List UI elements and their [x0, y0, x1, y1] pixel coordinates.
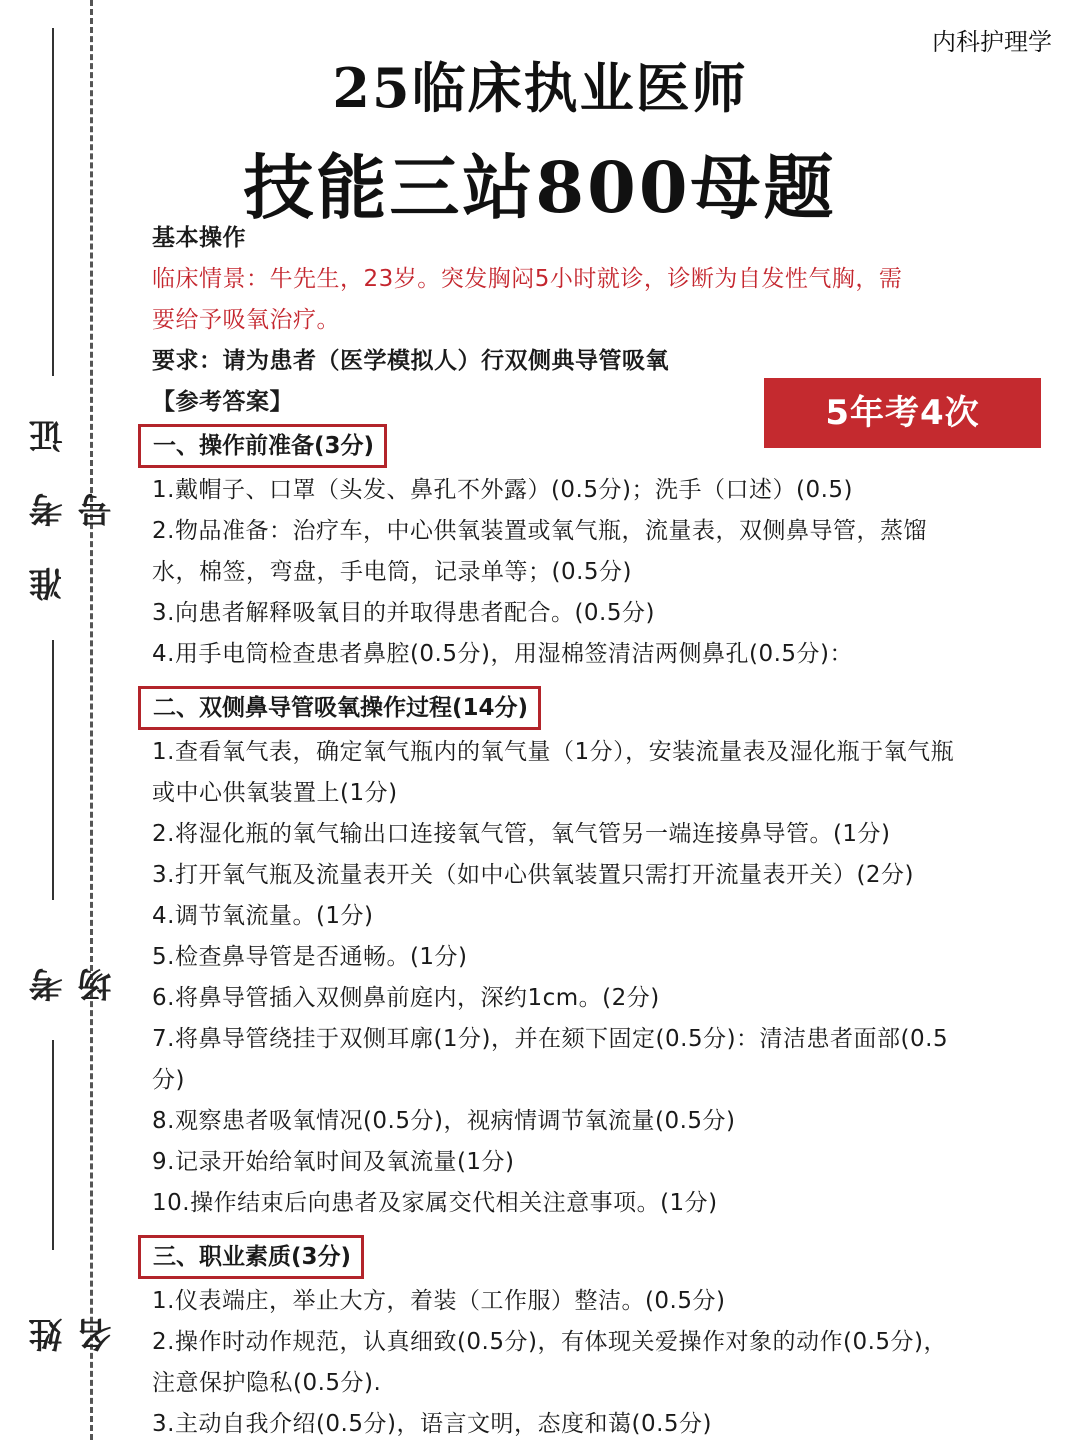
- name-underline: [52, 1040, 54, 1250]
- list-item: 2.操作时动作规范，认真细致(0.5分)，有体现关爱操作对象的动作(0.5分)，: [152, 1329, 947, 1355]
- list-item: 10.操作结束后向患者及家属交代相关注意事项。(1分): [152, 1190, 718, 1216]
- list-item: 5.检查鼻导管是否通畅。(1分): [152, 944, 468, 970]
- answer-label: 【参考答案】: [152, 389, 293, 415]
- frequency-badge: 5年考4次: [764, 378, 1041, 448]
- list-item: 1.戴帽子、口罩（头发、鼻孔不外露）(0.5分)；洗手（口述）(0.5): [152, 477, 853, 503]
- list-item: 水，棉签，弯盘，手电筒，记录单等；(0.5分): [152, 559, 633, 585]
- page-subtitle: 技能三站800母题: [243, 146, 837, 229]
- list-item: 1.仪表端庄，举止大方，着装（工作服）整洁。(0.5分): [152, 1288, 726, 1314]
- scenario-line: 要给予吸氧治疗。: [152, 307, 340, 333]
- exam-id-label: 准考证号: [29, 379, 118, 601]
- list-item: 4.用手电筒检查患者鼻腔(0.5分)，用湿棉签清洁两侧鼻孔(0.5分)：: [152, 641, 853, 667]
- section-title: 二、双侧鼻导管吸氧操作过程(14分): [138, 686, 541, 730]
- list-item: 9.记录开始给氧时间及氧流量(1分): [152, 1149, 515, 1175]
- list-item: 6.将鼻导管插入双侧鼻前庭内，深约1cm。(2分): [152, 985, 660, 1011]
- list-item: 8.观察患者吸氧情况(0.5分)，视病情调节氧流量(0.5分): [152, 1108, 736, 1134]
- list-item: 或中心供氧装置上(1分): [152, 780, 398, 806]
- list-item: 1.查看氧气表，确定氧气瓶内的氧气量（1分），安装流量表及湿化瓶于氧气瓶: [152, 739, 955, 765]
- intro-heading: 基本操作: [152, 225, 246, 251]
- section-title: 三、职业素质(3分): [138, 1235, 364, 1279]
- list-item: 3.打开氧气瓶及流量表开关（如中心供氧装置只需打开流量表开关）(2分): [152, 862, 915, 888]
- section-title: 一、操作前准备(3分): [138, 424, 387, 468]
- exam-room-underline: [52, 640, 54, 900]
- list-item: 3.向患者解释吸氧目的并取得患者配合。(0.5分): [152, 600, 655, 626]
- list-item: 7.将鼻导管绕挂于双侧耳廓(1分)，并在颏下固定(0.5分)：清洁患者面部(0.5: [152, 1026, 949, 1052]
- list-item: 2.物品准备：治疗车，中心供氧装置或氧气瓶，流量表，双侧鼻导管，蒸馏: [152, 518, 927, 544]
- subject-tag: 内科护理学: [932, 28, 1052, 56]
- list-item: 2.将湿化瓶的氧气输出口连接氧气管，氧气管另一端连接鼻导管。(1分): [152, 821, 891, 847]
- page-title: 25临床执业医师: [332, 56, 748, 120]
- list-item: 分): [152, 1067, 185, 1093]
- document-body: [152, 218, 1042, 1445]
- name-label: 姓名: [29, 1278, 118, 1352]
- list-item: 注意保护隐私(0.5分).: [152, 1370, 382, 1396]
- scenario-line: 临床情景：牛先生，23岁。突发胸闷5小时就诊，诊断为自发性气胸，需: [152, 266, 903, 292]
- list-item: 4.调节氧流量。(1分): [152, 903, 374, 929]
- exam-room-label: 考场: [29, 928, 118, 1002]
- requirement-line: 要求：请为患者（医学模拟人）行双侧典导管吸氧: [152, 348, 669, 374]
- list-item: 3.主动自我介绍(0.5分)，语言文明，态度和蔼(0.5分): [152, 1411, 712, 1437]
